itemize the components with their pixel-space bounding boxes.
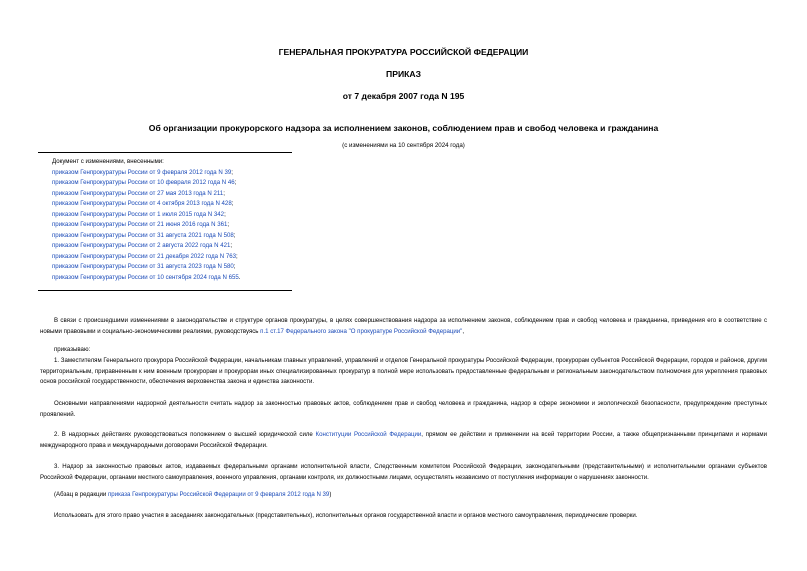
changes-top-divider [38,152,292,153]
intro-paragraph: В связи с происшедшими изменениями в законодательстве и структуре органов прокуратуры, в целях совершенствования надзора за исполнением законов, соблюдением прав и свобод человека и гражданина, приведения его в соответствие с новыми правовыми и социально-экономическими реалиями, руководствуясь п.1 ст.17 Федерального закона "О прокуратуре Российской Федерации", [40,317,767,335]
change-link[interactable]: приказом Генпрокуратуры России от 10 февраля 2012 года N 46 [52,179,235,187]
paragraph-3-note: (Абзац в редакции приказа Генпрокуратуры Российской Федерации от 9 февраля 2012 года N 39) [54,491,332,498]
change-link[interactable]: приказом Генпрокуратуры России от 10 сентября 2024 года N 655 [52,274,239,282]
changes-item: приказом Генпрокуратуры России от 1 июля 2015 года N 342; [52,210,226,218]
changes-item: приказом Генпрокуратуры России от 10 сентября 2024 года N 655. [52,274,241,282]
change-link[interactable]: приказом Генпрокуратуры России от 4 октября 2013 года N 428 [52,200,232,208]
changes-item: приказом Генпрокуратуры России от 21 декабря 2022 года N 763; [52,252,238,260]
change-link[interactable]: приказом Генпрокуратуры России от 27 мая 2013 года N 211 [52,189,224,197]
paragraph-1: 1. Заместителям Генерального прокурора Российской Федерации, начальникам главных управлений, управлений и отделов Генеральной прокуратуры Российской Федерации, прокурорам субъектов Российской Федерации, городов и районов, другим территориальным, приравненным к ним военным прокурорам и прокурорам иных специализированных прокуратур в полной мере использовать предоставленные федеральным и региональным законодательством полномочия для укрепления правовых основ российской государственности, обеспечения верховенства закона и единства законности. [40,357,767,386]
changes-bottom-divider [38,290,292,291]
document-date: от 7 декабря 2007 года N 195 [342,91,465,101]
law-link[interactable]: п.1 ст.17 Федерального закона "О прокуратуре Российской Федерации" [260,327,463,335]
changes-item: приказом Генпрокуратуры России от 2 августа 2022 года N 421; [52,242,233,250]
document-title: Об организации прокурорского надзора за исполнением законов, соблюдением прав и свобод человека и гражданина [148,123,659,133]
document-type: ПРИКАЗ [386,69,421,79]
change-link[interactable]: приказом Генпрокуратуры России от 31 августа 2023 года N 580 [52,263,234,271]
changes-list [52,157,240,284]
organization-title: ГЕНЕРАЛЬНАЯ ПРОКУРАТУРА РОССИЙСКОЙ ФЕДЕРАЦИИ [278,47,529,57]
paragraph-main-directions: Основными направлениями надзорной деятельности считать надзор за законностью правовых актов, соблюдением прав и свобод человека и гражданина, надзор в сфере экономики и экологической безопасности, предупреждение преступных проявлений. [40,400,767,418]
changes-item: приказом Генпрокуратуры России от 27 мая 2013 года N 211; [52,189,225,197]
change-link[interactable]: приказом Генпрокуратуры России от 31 августа 2021 года N 508 [52,231,234,239]
paragraph-3: 3. Надзор за законностью правовых актов, издаваемых федеральными органами исполнительной власти, Следственным комитетом Российской Федерации, законодательными (представительными) и исполнительными органами субъектов Российской Федерации, органами местного самоуправления, военного управления, органами контроля, их должностными лицами, осуществлять независимо от поступления информации о нарушениях законности. [40,463,767,481]
change-link[interactable]: приказом Генпрокуратуры России от 9 февраля 2012 года N 39 [52,168,232,176]
changes-item: приказом Генпрокуратуры России от 4 октября 2013 года N 428; [52,200,234,208]
paragraph-2: 2. В надзорных действиях руководствоваться положением о высшей юридической силе Конституции Российской Федерации, прямом ее действии и применении на всей территории России, а также общепризнанными принципами и нормами международного права и международными договорами Российской Федерации. [40,431,767,449]
changes-item: приказом Генпрокуратуры России от 9 февраля 2012 года N 39; [52,168,233,176]
changes-item: приказом Генпрокуратуры России от 31 августа 2021 года N 508; [52,231,236,239]
order-word: приказываю: [54,346,91,353]
changes-item: приказом Генпрокуратуры России от 31 августа 2023 года N 580; [52,263,236,271]
change-link[interactable]: приказом Генпрокуратуры России от 21 декабря 2022 года N 763 [52,252,237,260]
change-link[interactable]: приказом Генпрокуратуры России от 21 июня 2016 года N 361 [52,221,228,229]
revision-note: (с изменениями на 10 сентября 2024 года) [342,142,465,149]
changes-lead: Документ с изменениями, внесенными: [52,158,164,165]
changes-item: приказом Генпрокуратуры России от 10 февраля 2012 года N 46; [52,179,237,187]
constitution-link[interactable]: Конституции Российской Федерации [315,431,422,438]
change-link[interactable]: приказом Генпрокуратуры России от 2 августа 2022 года N 421 [52,242,231,250]
changes-item: приказом Генпрокуратуры России от 21 июня 2016 года N 361; [52,221,230,229]
paragraph-last: Использовать для этого право участия в заседаниях законодательных (представительных), исполнительных органов государственной власти и органов местного самоуправления, периодические проверки. [54,512,638,519]
amendment-link[interactable]: приказа Генпрокуратуры Российской Федерации от 9 февраля 2012 года N 39 [108,491,330,498]
change-link[interactable]: приказом Генпрокуратуры России от 1 июля 2015 года N 342 [52,210,225,218]
